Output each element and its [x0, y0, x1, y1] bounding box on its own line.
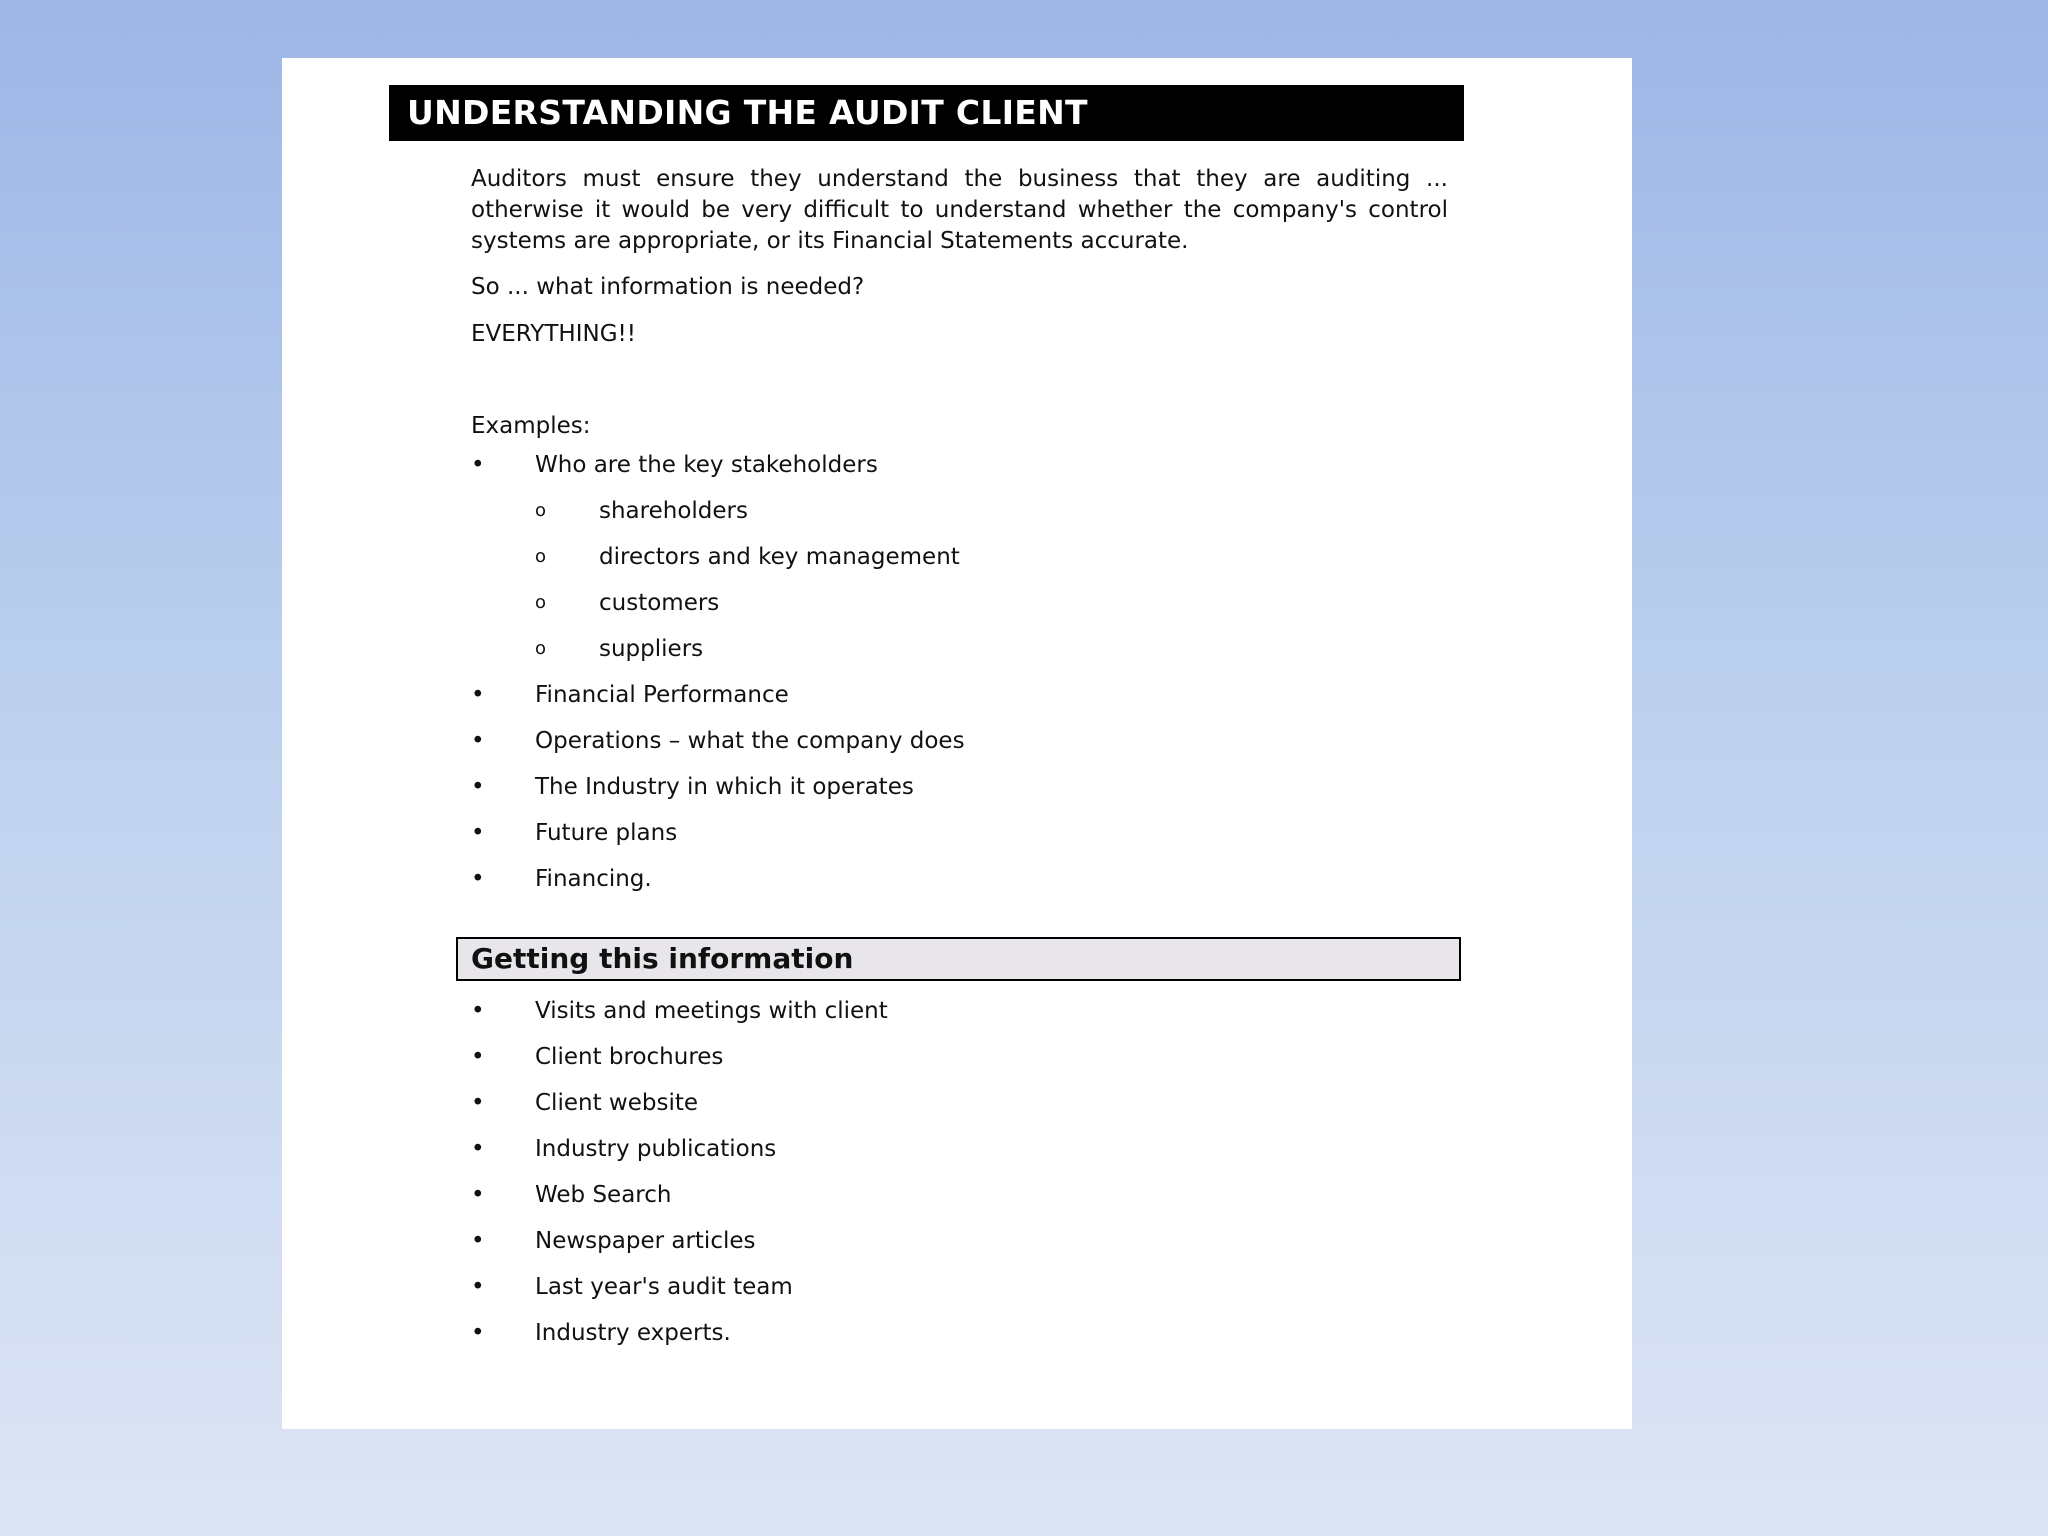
examples-label: Examples: [471, 413, 591, 439]
sources-list [471, 988, 1448, 1356]
list-item-label: Last year's audit team [535, 1274, 793, 1300]
circle-bullet-icon: o [535, 546, 547, 567]
list-item-label: shareholders [599, 498, 748, 524]
list-item [471, 672, 1448, 718]
sources-section [471, 988, 1448, 1356]
list-item [471, 1126, 1448, 1172]
document-body [471, 164, 1448, 902]
bullet-icon: • [471, 866, 485, 892]
section-heading: Getting this information [456, 937, 1461, 981]
circle-bullet-icon: o [535, 500, 547, 521]
bullet-icon: • [471, 1182, 485, 1208]
list-item-label: Industry publications [535, 1136, 777, 1162]
list-item [471, 1034, 1448, 1080]
intro-paragraph: Auditors must ensure they understand the business that they are auditing ... otherwise it would be very difficult to understand whether the company's control systems are appropriate, or its Financial Statements accurate. [471, 166, 1448, 254]
page-title: UNDERSTANDING THE AUDIT CLIENT [389, 85, 1464, 141]
list-item-label: Web Search [535, 1182, 672, 1208]
bullet-icon: • [471, 682, 485, 708]
bullet-icon: • [471, 774, 485, 800]
list-item-label: suppliers [599, 636, 704, 662]
bullet-icon: • [471, 452, 485, 478]
list-item [471, 1172, 1448, 1218]
bullet-icon: • [471, 1228, 485, 1254]
bullet-icon: • [471, 998, 485, 1024]
document-page [282, 58, 1632, 1429]
sub-list-item [471, 488, 1448, 534]
circle-bullet-icon: o [535, 592, 547, 613]
sub-list-item [471, 626, 1448, 672]
circle-bullet-icon: o [535, 638, 547, 659]
list-item [471, 718, 1448, 764]
list-item-label: Financial Performance [535, 682, 789, 708]
list-item [471, 442, 1448, 488]
list-item [471, 1310, 1448, 1356]
list-item [471, 1218, 1448, 1264]
list-item [471, 1264, 1448, 1310]
list-item-label: Newspaper articles [535, 1228, 756, 1254]
bullet-icon: • [471, 1136, 485, 1162]
bullet-icon: • [471, 728, 485, 754]
bullet-icon: • [471, 1044, 485, 1070]
list-item-label: Financing. [535, 866, 652, 892]
examples-list [471, 442, 1448, 902]
list-item-label: Visits and meetings with client [535, 998, 888, 1024]
question-text: So ... what information is needed? [471, 274, 865, 300]
list-item [471, 1080, 1448, 1126]
bullet-icon: • [471, 1090, 485, 1116]
list-item-label: Who are the key stakeholders [535, 452, 878, 478]
list-item-label: Future plans [535, 820, 678, 846]
list-item-label: customers [599, 590, 720, 616]
list-item-label: The Industry in which it operates [535, 774, 914, 800]
list-item [471, 810, 1448, 856]
sub-list-item [471, 534, 1448, 580]
list-item [471, 856, 1448, 902]
list-item-label: Client website [535, 1090, 698, 1116]
list-item-label: directors and key management [599, 544, 960, 570]
bullet-icon: • [471, 1274, 485, 1300]
sub-list-item [471, 580, 1448, 626]
list-item-label: Client brochures [535, 1044, 724, 1070]
list-item [471, 988, 1448, 1034]
bullet-icon: • [471, 820, 485, 846]
list-item-label: Industry experts. [535, 1320, 731, 1346]
bullet-icon: • [471, 1320, 485, 1346]
list-item [471, 764, 1448, 810]
list-item-label: Operations – what the company does [535, 728, 965, 754]
answer-text: EVERYTHING!! [471, 321, 636, 347]
